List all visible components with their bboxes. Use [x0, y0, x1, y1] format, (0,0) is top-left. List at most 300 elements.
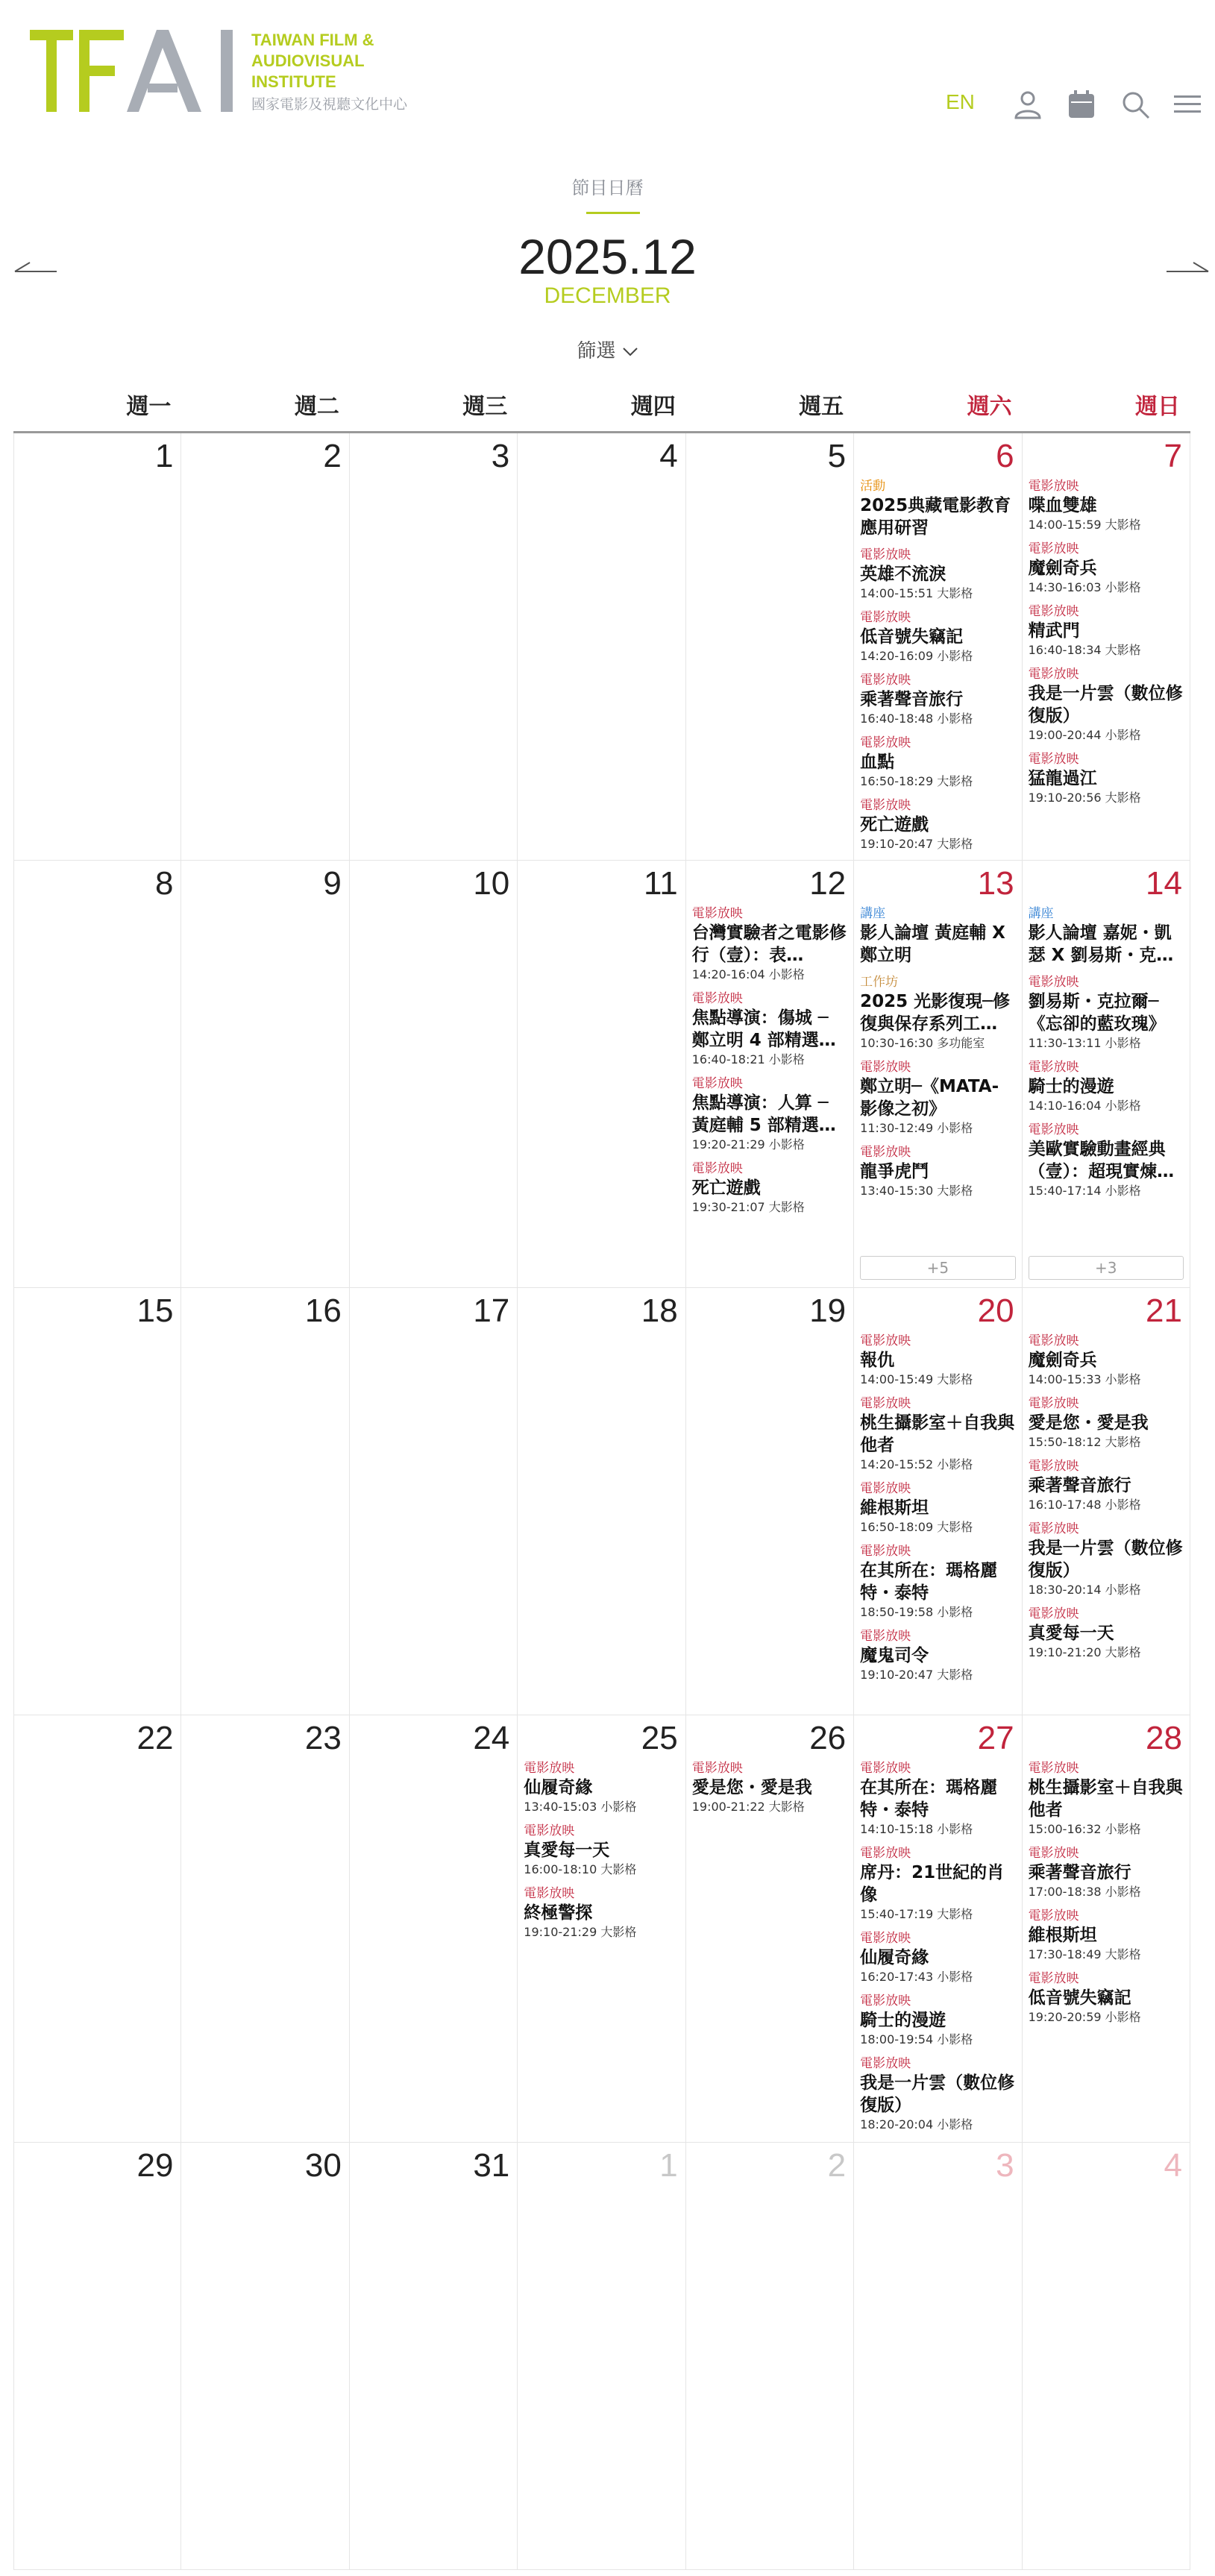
event-time: 19:10-21:29 大影格 — [524, 1925, 637, 1939]
day-events — [1023, 1330, 1190, 1661]
calendar-day-cell — [518, 433, 685, 861]
day-events — [350, 1757, 517, 1760]
event-item[interactable] — [860, 1395, 1015, 1473]
calendar-day-cell — [181, 433, 349, 861]
search-icon[interactable] — [1119, 88, 1152, 121]
event-category: 電影放映 — [860, 1333, 911, 1348]
day-number: 4 — [659, 438, 678, 474]
event-item[interactable] — [860, 1059, 1015, 1137]
calendar-day-cell — [686, 433, 854, 861]
event-item[interactable] — [860, 1333, 1015, 1388]
logo-en-line-2: AUDIOVISUAL — [251, 51, 365, 70]
event-item[interactable] — [524, 1823, 679, 1878]
event-category: 電影放映 — [860, 1396, 911, 1411]
event-time: 14:00-15:33 小影格 — [1028, 1372, 1141, 1386]
calendar-day-cell — [518, 861, 685, 1288]
day-events — [181, 1757, 348, 1760]
event-time: 11:30-12:49 小影格 — [860, 1121, 973, 1135]
day-number: 24 — [473, 1720, 510, 1756]
event-title: 報仇 — [860, 1351, 895, 1370]
day-number: 7 — [1164, 438, 1182, 474]
event-time: 13:40-15:30 大影格 — [860, 1184, 973, 1198]
event-category: 電影放映 — [1028, 667, 1079, 682]
tfai-logo[interactable] — [30, 30, 246, 112]
calendar-day-cell — [350, 861, 518, 1288]
calendar-day-cell — [854, 1715, 1022, 2143]
event-category: 電影放映 — [860, 1629, 911, 1644]
day-number: 14 — [1146, 865, 1182, 902]
day-number: 26 — [809, 1720, 847, 1756]
event-time: 16:40-18:48 小影格 — [860, 711, 973, 726]
calendar-day-cell — [1023, 1288, 1190, 1715]
more-events-button[interactable]: +5 — [860, 1256, 1015, 1280]
day-number: 8 — [154, 865, 174, 902]
calendar-day-cell — [518, 2143, 685, 2570]
event-category: 電影放映 — [1028, 1060, 1079, 1075]
event-time: 16:40-18:34 大影格 — [1028, 643, 1141, 657]
weekday-label: 週四 — [630, 394, 676, 420]
calendar-day-cell — [854, 433, 1022, 861]
day-events — [14, 1757, 180, 1760]
day-number: 17 — [473, 1292, 510, 1329]
event-title: 我是一片雲（數位修復版） — [1028, 684, 1183, 726]
event-item[interactable] — [1029, 1333, 1184, 1388]
calendar-day-cell — [1023, 861, 1190, 1288]
event-item[interactable] — [860, 2055, 1015, 2133]
event-item[interactable] — [860, 478, 1015, 539]
day-number: 30 — [304, 2147, 342, 2184]
event-category: 電影放映 — [1028, 1396, 1079, 1411]
day-number: 18 — [641, 1292, 678, 1329]
event-time: 19:30-21:07 大影格 — [691, 1200, 805, 1214]
event-time: 19:10-20:47 大影格 — [860, 1668, 973, 1682]
event-category: 電影放映 — [860, 735, 911, 750]
event-category: 電影放映 — [1028, 1606, 1079, 1621]
event-time: 11:30-13:11 小影格 — [1028, 1036, 1141, 1050]
event-item[interactable] — [1029, 1122, 1184, 1199]
event-title: 騎士的漫遊 — [1028, 1077, 1114, 1096]
event-item[interactable] — [860, 797, 1015, 852]
calendar-day-cell — [181, 1715, 349, 2143]
event-time: 14:00-15:51 大影格 — [860, 586, 973, 600]
day-events — [518, 2184, 685, 2187]
event-title: 在其所在：瑪格麗特・泰特 — [860, 1778, 998, 1820]
event-category: 電影放映 — [1028, 541, 1079, 556]
event-item[interactable] — [860, 547, 1015, 602]
filter-row — [0, 336, 1215, 363]
event-title: 維根斯坦 — [1028, 1926, 1097, 1945]
event-item[interactable] — [692, 1075, 847, 1153]
event-time: 18:30-20:14 小影格 — [1028, 1583, 1141, 1597]
calendar-day-cell — [13, 433, 181, 861]
event-category: 電影放映 — [860, 1481, 911, 1496]
day-events — [14, 902, 180, 905]
calendar-day-cell — [686, 2143, 854, 2570]
day-events — [854, 1757, 1021, 2133]
calendar-day-cell — [350, 1715, 518, 2143]
event-item[interactable] — [1029, 1760, 1184, 1838]
day-number: 16 — [304, 1292, 342, 1329]
event-category: 電影放映 — [1028, 604, 1079, 619]
event-item[interactable] — [860, 1144, 1015, 1199]
weekday-label: 週五 — [799, 394, 844, 420]
event-item[interactable] — [1029, 603, 1184, 659]
calendar-day-cell — [1023, 2143, 1190, 2570]
event-item[interactable] — [860, 1480, 1015, 1536]
event-title: 低音號失竊記 — [1028, 1988, 1131, 2008]
event-category: 電影放映 — [1028, 1971, 1079, 1986]
event-title: 乘著聲音旅行 — [1028, 1476, 1131, 1495]
event-time: 16:40-18:21 小影格 — [691, 1052, 805, 1066]
day-events — [14, 475, 180, 478]
event-time: 18:00-19:54 小影格 — [860, 2032, 973, 2046]
event-category: 電影放映 — [860, 1544, 911, 1559]
event-time: 13:40-15:03 小影格 — [524, 1800, 637, 1814]
language-switch-en[interactable]: EN — [946, 90, 975, 113]
event-item[interactable] — [1029, 666, 1184, 744]
event-time: 15:50-18:12 大影格 — [1028, 1435, 1141, 1449]
weekday-label: 週三 — [462, 394, 508, 420]
day-number: 13 — [977, 865, 1014, 902]
event-time: 16:00-18:10 大影格 — [524, 1862, 637, 1876]
event-title: 仙履奇緣 — [524, 1778, 593, 1797]
event-time: 19:10-21:20 大影格 — [1028, 1645, 1141, 1659]
event-time: 19:10-20:47 大影格 — [860, 837, 973, 851]
event-item[interactable] — [860, 1760, 1015, 1838]
event-title: 死亡遊戲 — [691, 1178, 761, 1198]
day-number: 2 — [323, 438, 342, 474]
section-underline — [586, 212, 640, 214]
calendar-day-cell — [350, 2143, 518, 2570]
event-category: 電影放映 — [860, 2056, 911, 2071]
day-number: 1 — [154, 438, 174, 474]
event-title: 桃生攝影室＋自我與他者 — [1028, 1778, 1183, 1820]
event-time: 14:20-16:09 小影格 — [860, 649, 973, 663]
event-item[interactable] — [692, 1160, 847, 1216]
event-title: 維根斯坦 — [860, 1498, 929, 1518]
logo-en-line-1: TAIWAN FILM & — [251, 31, 374, 49]
event-category: 電影放映 — [1028, 1122, 1079, 1137]
day-events — [686, 475, 853, 478]
day-number: 20 — [977, 1292, 1014, 1329]
calendar-day-cell — [686, 1288, 854, 1715]
event-category: 講座 — [1028, 906, 1054, 921]
event-time: 18:50-19:58 小影格 — [860, 1605, 973, 1619]
event-category: 電影放映 — [1028, 1521, 1079, 1536]
event-category: 活動 — [860, 479, 886, 494]
event-item[interactable] — [692, 990, 847, 1068]
event-time: 19:00-21:22 大影格 — [691, 1800, 805, 1814]
calendar-day-cell — [181, 1288, 349, 1715]
day-number: 15 — [136, 1292, 174, 1329]
event-title: 影人論壇 黃庭輔 X 鄭立明 — [860, 923, 1005, 965]
event-item[interactable] — [860, 1993, 1015, 2048]
event-category: 電影放映 — [860, 673, 911, 688]
calendar-day-cell — [181, 861, 349, 1288]
event-title: 愛是您・愛是我 — [1028, 1413, 1149, 1433]
event-title: 我是一片雲（數位修復版） — [860, 2073, 1015, 2115]
site-header — [0, 0, 1215, 149]
event-time: 16:50-18:09 大影格 — [860, 1520, 973, 1534]
event-time: 10:30-16:30 多功能室 — [860, 1036, 985, 1050]
event-category: 電影放映 — [691, 991, 743, 1006]
day-events — [518, 475, 685, 478]
day-events — [181, 475, 348, 478]
event-item[interactable] — [1029, 1970, 1184, 2026]
event-title: 喋血雙雄 — [1028, 496, 1097, 515]
calendar-day-cell — [1023, 1715, 1190, 2143]
event-time: 18:20-20:04 小影格 — [860, 2117, 973, 2132]
event-title: 魔鬼司令 — [860, 1646, 929, 1665]
event-item[interactable] — [524, 1885, 679, 1941]
event-category: 電影放映 — [860, 610, 911, 625]
day-events — [1023, 475, 1190, 806]
logo-zh: 國家電影及視聽文化中心 — [251, 96, 408, 113]
day-events — [686, 1330, 853, 1333]
event-time: 19:20-21:29 小影格 — [691, 1137, 805, 1152]
calendar-day-cell — [854, 2143, 1022, 2570]
day-events — [350, 475, 517, 478]
day-events — [14, 1330, 180, 1333]
event-time: 19:00-20:44 小影格 — [1028, 728, 1141, 742]
next-month-arrow-icon[interactable] — [1165, 254, 1210, 283]
event-title: 乘著聲音旅行 — [860, 690, 964, 709]
event-time: 16:20-17:43 小影格 — [860, 1970, 973, 1984]
event-title: 在其所在：瑪格麗特・泰特 — [860, 1561, 998, 1603]
event-category: 電影放映 — [860, 1761, 911, 1776]
event-title: 愛是您・愛是我 — [691, 1778, 812, 1797]
event-category: 電影放映 — [691, 1076, 743, 1091]
calendar-day-cell — [686, 1715, 854, 2143]
event-title: 劉易斯・克拉爾─《忘卻的藍玫瑰》 — [1028, 992, 1166, 1034]
day-number: 21 — [1146, 1292, 1182, 1329]
weekday-label: 週六 — [967, 394, 1012, 420]
day-number: 22 — [136, 1720, 174, 1756]
event-category: 電影放映 — [860, 1060, 911, 1075]
event-title: 焦點導演：傷城 ─ 鄭立明 4 部精選… — [691, 1008, 836, 1050]
event-category: 電影放映 — [860, 1145, 911, 1160]
day-events — [14, 2184, 180, 2187]
calendar-day-cell — [13, 2143, 181, 2570]
event-title: 魔劍奇兵 — [1028, 559, 1097, 578]
event-item[interactable] — [860, 609, 1015, 665]
filter-label: 篩選 — [577, 340, 616, 362]
day-number: 5 — [827, 438, 847, 474]
event-title: 死亡遊戲 — [860, 815, 929, 835]
calendar-icon[interactable] — [1065, 88, 1098, 121]
event-category: 講座 — [860, 906, 886, 921]
weekday-label: 週一 — [126, 394, 172, 420]
event-time: 19:10-20:56 大影格 — [1028, 791, 1141, 805]
event-title: 鄭立明─《MATA-影像之初》 — [860, 1077, 999, 1119]
event-title: 2025 光影復現─修復與保存系列工… — [860, 992, 1011, 1034]
calendar-day-cell — [181, 2143, 349, 2570]
calendar-day-cell — [518, 1715, 685, 2143]
calendar-day-cell — [350, 1288, 518, 1715]
event-title: 席丹：21世紀的肖像 — [860, 1863, 1005, 1905]
event-category: 電影放映 — [1028, 1333, 1079, 1348]
weekday-label: 週日 — [1135, 394, 1180, 420]
event-item[interactable] — [1029, 1521, 1184, 1598]
event-title: 真愛每一天 — [524, 1841, 610, 1860]
day-events — [854, 475, 1021, 852]
event-category: 電影放映 — [860, 1994, 911, 2008]
calendar-day-cell — [350, 433, 518, 861]
event-time: 16:50-18:29 大影格 — [860, 774, 973, 788]
section-label: 節目日曆 — [571, 178, 644, 198]
event-title: 魔劍奇兵 — [1028, 1351, 1097, 1370]
day-events — [181, 902, 348, 905]
month-title: 2025.12 — [518, 229, 697, 284]
event-time: 17:30-18:49 大影格 — [1028, 1947, 1141, 1961]
day-events — [350, 2184, 517, 2187]
event-item[interactable] — [1029, 1908, 1184, 1963]
day-number: 27 — [977, 1720, 1014, 1756]
event-item[interactable] — [860, 1845, 1015, 1923]
calendar-day-cell — [854, 861, 1022, 1288]
event-title: 騎士的漫遊 — [860, 2011, 946, 2030]
event-time: 14:10-16:04 小影格 — [1028, 1099, 1141, 1113]
day-events — [686, 1757, 853, 1815]
day-events — [518, 902, 685, 905]
day-events — [1023, 1757, 1190, 2026]
day-number: 28 — [1146, 1720, 1182, 1756]
event-category: 電影放映 — [1028, 1846, 1079, 1861]
event-item[interactable] — [1029, 541, 1184, 596]
event-item[interactable] — [1029, 751, 1184, 806]
event-category: 電影放映 — [860, 547, 911, 562]
event-title: 2025典藏電影教育應用研習 — [860, 496, 1011, 538]
day-events — [350, 1330, 517, 1333]
month-subtitle: DECEMBER — [544, 283, 671, 308]
event-item[interactable] — [860, 974, 1015, 1052]
event-category: 電影放映 — [691, 906, 743, 921]
event-time: 14:30-16:03 小影格 — [1028, 580, 1141, 594]
event-category: 電影放映 — [1028, 1761, 1079, 1776]
event-item[interactable] — [860, 672, 1015, 727]
event-category: 電影放映 — [524, 1761, 575, 1776]
event-time: 14:00-15:59 大影格 — [1028, 518, 1141, 532]
event-item[interactable] — [860, 905, 1015, 967]
event-title: 精武門 — [1028, 621, 1080, 641]
day-events — [686, 902, 853, 1216]
calendar-day-cell — [686, 861, 854, 1288]
day-number: 31 — [473, 2147, 510, 2184]
day-number: 23 — [304, 1720, 342, 1756]
event-time: 19:20-20:59 小影格 — [1028, 2010, 1141, 2024]
day-number: 6 — [996, 438, 1014, 474]
day-number: 19 — [809, 1292, 847, 1329]
event-title: 台灣實驗者之電影修行（壹）：表… — [691, 923, 847, 965]
day-number: 1 — [659, 2147, 678, 2184]
event-category: 電影放映 — [691, 1161, 743, 1176]
event-time: 14:20-15:52 小影格 — [860, 1457, 973, 1471]
event-item[interactable] — [860, 1543, 1015, 1621]
day-events — [518, 1330, 685, 1333]
event-item[interactable] — [1029, 1395, 1184, 1451]
event-item[interactable] — [692, 1760, 847, 1815]
day-events — [350, 902, 517, 905]
event-time: 14:10-15:18 小影格 — [860, 1822, 973, 1836]
event-category: 電影放映 — [860, 1846, 911, 1861]
logo-text — [251, 30, 475, 115]
day-number: 10 — [473, 865, 510, 902]
event-title: 低音號失竊記 — [860, 627, 964, 647]
event-item[interactable] — [1029, 1606, 1184, 1661]
event-title: 血點 — [860, 753, 895, 772]
event-category: 工作坊 — [860, 975, 899, 990]
calendar-day-cell — [13, 861, 181, 1288]
day-number: 12 — [809, 865, 847, 902]
logo-en-line-3: INSTITUTE — [251, 72, 336, 91]
event-title: 乘著聲音旅行 — [1028, 1863, 1131, 1882]
day-number: 9 — [323, 865, 342, 902]
event-item[interactable] — [692, 905, 847, 983]
event-title: 影人論壇 嘉妮・凱瑟 X 劉易斯・克… — [1028, 923, 1174, 965]
weekday-label: 週二 — [294, 394, 339, 420]
weekday-header — [13, 389, 1190, 433]
calendar-day-cell — [518, 1288, 685, 1715]
event-category: 電影放映 — [860, 798, 911, 813]
event-item[interactable] — [860, 735, 1015, 790]
event-category: 電影放映 — [1028, 752, 1079, 767]
event-category: 電影放映 — [524, 1823, 575, 1838]
event-item[interactable] — [524, 1760, 679, 1815]
event-time: 16:10-17:48 小影格 — [1028, 1498, 1141, 1512]
event-title: 桃生攝影室＋自我與他者 — [860, 1413, 1015, 1455]
calendar-day-cell — [13, 1288, 181, 1715]
filter-button[interactable] — [577, 340, 638, 362]
day-number: 3 — [491, 438, 510, 474]
event-title: 仙履奇緣 — [860, 1948, 929, 1967]
menu-icon[interactable] — [1171, 88, 1204, 121]
event-time: 14:00-15:49 大影格 — [860, 1372, 973, 1386]
event-time: 14:20-16:04 小影格 — [691, 967, 805, 981]
day-number: 2 — [827, 2147, 847, 2184]
day-events — [1023, 902, 1190, 1199]
event-item[interactable] — [860, 1930, 1015, 1985]
day-events — [854, 1330, 1021, 1683]
event-category: 電影放映 — [524, 1886, 575, 1901]
event-time: 17:00-18:38 小影格 — [1028, 1885, 1141, 1899]
event-title: 猛龍過江 — [1028, 769, 1097, 788]
event-category: 電影放映 — [1028, 1909, 1079, 1923]
event-title: 真愛每一天 — [1028, 1624, 1114, 1643]
user-icon[interactable] — [1011, 88, 1044, 121]
event-title: 龍爭虎鬥 — [860, 1162, 929, 1181]
day-events — [854, 2184, 1021, 2187]
day-number: 4 — [1164, 2147, 1182, 2184]
event-item[interactable] — [1029, 905, 1184, 967]
event-title: 焦點導演：人算 ─ 黃庭輔 5 部精選… — [691, 1093, 836, 1135]
day-number: 25 — [641, 1720, 678, 1756]
event-item[interactable] — [1029, 974, 1184, 1052]
day-events — [181, 1330, 348, 1333]
day-number: 11 — [644, 865, 678, 902]
event-item[interactable] — [1029, 1845, 1184, 1900]
day-number: 29 — [136, 2147, 174, 2184]
event-item[interactable] — [860, 1628, 1015, 1683]
event-title: 終極警探 — [524, 1903, 593, 1923]
event-category: 電影放映 — [1028, 975, 1079, 990]
event-time: 15:40-17:14 小影格 — [1028, 1184, 1141, 1198]
day-events — [1023, 2184, 1190, 2187]
event-title: 我是一片雲（數位修復版） — [1028, 1539, 1183, 1580]
event-item[interactable] — [1029, 478, 1184, 533]
event-item[interactable] — [1029, 1059, 1184, 1114]
more-events-button[interactable]: +3 — [1029, 1256, 1184, 1280]
event-item[interactable] — [1029, 1458, 1184, 1513]
